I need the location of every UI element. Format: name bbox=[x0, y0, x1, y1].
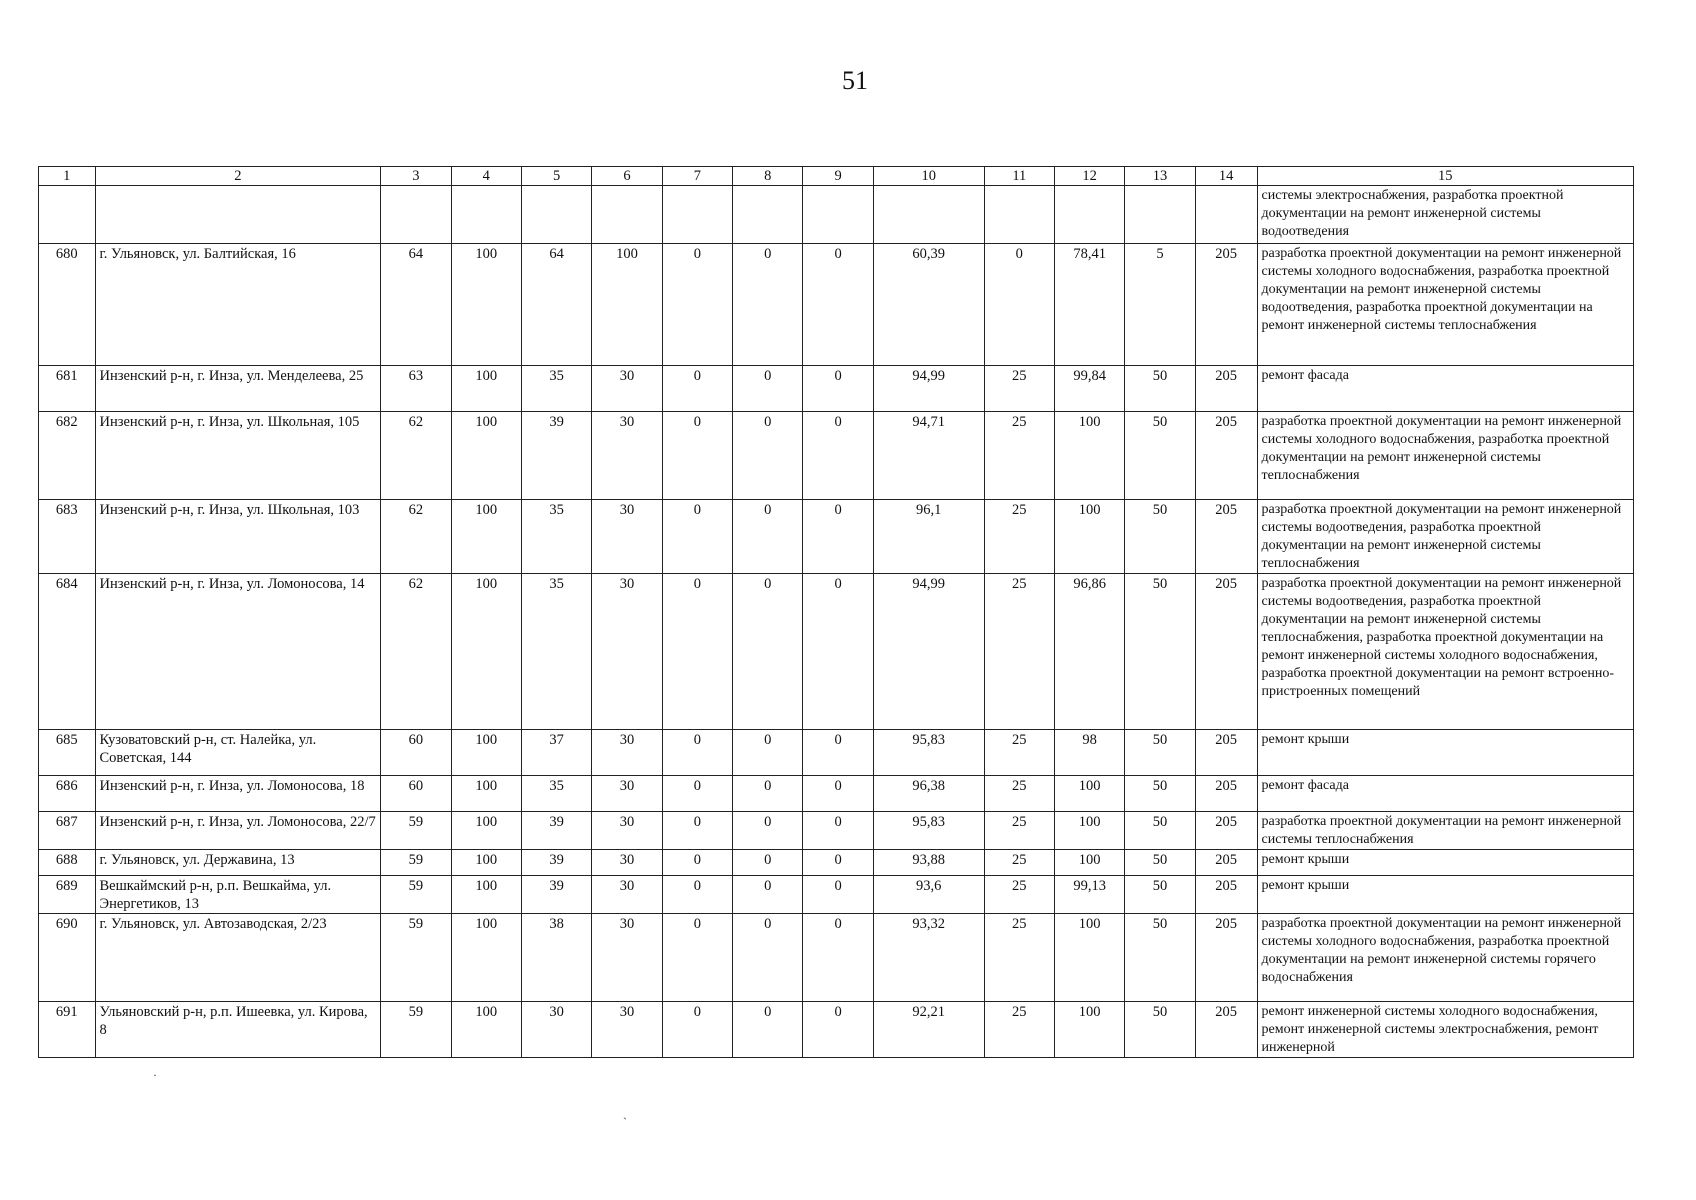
col-3-cell: 60 bbox=[381, 730, 451, 776]
col-8-cell: 0 bbox=[733, 574, 803, 730]
col-5-cell: 39 bbox=[521, 412, 591, 500]
col-12-cell: 100 bbox=[1054, 812, 1124, 850]
row-number-cell: 683 bbox=[39, 500, 96, 574]
col-6-cell: 30 bbox=[592, 500, 662, 574]
table-row bbox=[39, 1002, 1634, 1058]
col-9-cell: 0 bbox=[803, 244, 873, 366]
col-7-cell: 0 bbox=[662, 244, 732, 366]
col-4-cell: 100 bbox=[451, 500, 521, 574]
row-number-cell: 682 bbox=[39, 412, 96, 500]
col-8-cell: 0 bbox=[733, 412, 803, 500]
col-12-cell bbox=[1054, 186, 1124, 244]
col-11-cell bbox=[984, 186, 1054, 244]
col-13-cell: 50 bbox=[1125, 1002, 1195, 1058]
col-6-cell: 30 bbox=[592, 776, 662, 812]
table-body bbox=[39, 186, 1634, 1058]
col-6-cell: 30 bbox=[592, 366, 662, 412]
col-4-cell: 100 bbox=[451, 1002, 521, 1058]
table-row bbox=[39, 876, 1634, 914]
col-6-cell bbox=[592, 186, 662, 244]
work-description-cell: разработка проектной документации на ремонт инженерной системы теплоснабжения bbox=[1257, 812, 1633, 850]
col-13-cell: 50 bbox=[1125, 366, 1195, 412]
address-cell: Инзенский р-н, г. Инза, ул. Школьная, 105 bbox=[95, 412, 381, 500]
col-7-cell: 0 bbox=[662, 812, 732, 850]
col-6-cell: 30 bbox=[592, 1002, 662, 1058]
col-5-cell: 39 bbox=[521, 876, 591, 914]
col-3-cell: 62 bbox=[381, 412, 451, 500]
address-cell: г. Ульяновск, ул. Автозаводская, 2/23 bbox=[95, 914, 381, 1002]
column-number-3: 3 bbox=[381, 167, 451, 186]
work-description-cell: ремонт инженерной системы холодного водоснабжения, ремонт инженерной системы электроснабжения, ремонт инженерной bbox=[1257, 1002, 1633, 1058]
col-9-cell: 0 bbox=[803, 1002, 873, 1058]
col-5-cell: 35 bbox=[521, 366, 591, 412]
col-13-cell: 5 bbox=[1125, 244, 1195, 366]
col-8-cell: 0 bbox=[733, 244, 803, 366]
col-5-cell bbox=[521, 186, 591, 244]
row-number-cell: 681 bbox=[39, 366, 96, 412]
col-4-cell bbox=[451, 186, 521, 244]
col-14-cell: 205 bbox=[1195, 574, 1257, 730]
table-row bbox=[39, 914, 1634, 1002]
col-9-cell bbox=[803, 186, 873, 244]
col-3-cell: 59 bbox=[381, 1002, 451, 1058]
row-number-cell: 685 bbox=[39, 730, 96, 776]
col-7-cell: 0 bbox=[662, 776, 732, 812]
col-7-cell: 0 bbox=[662, 412, 732, 500]
col-12-cell: 78,41 bbox=[1054, 244, 1124, 366]
col-5-cell: 39 bbox=[521, 850, 591, 876]
col-7-cell: 0 bbox=[662, 574, 732, 730]
column-number-row bbox=[39, 167, 1634, 186]
col-12-cell: 100 bbox=[1054, 914, 1124, 1002]
col-4-cell: 100 bbox=[451, 366, 521, 412]
col-8-cell: 0 bbox=[733, 1002, 803, 1058]
col-4-cell: 100 bbox=[451, 574, 521, 730]
col-9-cell: 0 bbox=[803, 366, 873, 412]
col-3-cell: 62 bbox=[381, 500, 451, 574]
col-6-cell: 100 bbox=[592, 244, 662, 366]
col-9-cell: 0 bbox=[803, 876, 873, 914]
table-row bbox=[39, 244, 1634, 366]
address-cell: г. Ульяновск, ул. Балтийская, 16 bbox=[95, 244, 381, 366]
col-7-cell: 0 bbox=[662, 1002, 732, 1058]
col-3-cell: 62 bbox=[381, 574, 451, 730]
col-12-cell: 98 bbox=[1054, 730, 1124, 776]
column-number-12: 12 bbox=[1054, 167, 1124, 186]
address-cell: Инзенский р-н, г. Инза, ул. Ломоносова, 22/7 bbox=[95, 812, 381, 850]
address-cell: Инзенский р-н, г. Инза, ул. Школьная, 103 bbox=[95, 500, 381, 574]
col-14-cell: 205 bbox=[1195, 812, 1257, 850]
repair-register-table bbox=[38, 166, 1634, 1058]
column-number-2: 2 bbox=[95, 167, 381, 186]
column-number-7: 7 bbox=[662, 167, 732, 186]
col-10-cell: 96,1 bbox=[873, 500, 984, 574]
table-row bbox=[39, 574, 1634, 730]
col-3-cell: 64 bbox=[381, 244, 451, 366]
column-number-5: 5 bbox=[521, 167, 591, 186]
row-number-cell: 684 bbox=[39, 574, 96, 730]
col-6-cell: 30 bbox=[592, 876, 662, 914]
col-11-cell: 25 bbox=[984, 850, 1054, 876]
col-10-cell: 94,99 bbox=[873, 574, 984, 730]
work-description-cell: ремонт крыши bbox=[1257, 730, 1633, 776]
col-14-cell: 205 bbox=[1195, 914, 1257, 1002]
col-13-cell: 50 bbox=[1125, 776, 1195, 812]
col-3-cell: 59 bbox=[381, 812, 451, 850]
col-6-cell: 30 bbox=[592, 914, 662, 1002]
col-10-cell: 95,83 bbox=[873, 730, 984, 776]
col-9-cell: 0 bbox=[803, 412, 873, 500]
col-4-cell: 100 bbox=[451, 776, 521, 812]
col-14-cell: 205 bbox=[1195, 500, 1257, 574]
col-10-cell: 93,88 bbox=[873, 850, 984, 876]
table-row bbox=[39, 412, 1634, 500]
address-cell: Инзенский р-н, г. Инза, ул. Менделеева, 25 bbox=[95, 366, 381, 412]
col-12-cell: 100 bbox=[1054, 500, 1124, 574]
work-description-cell: ремонт фасада bbox=[1257, 366, 1633, 412]
row-number-cell bbox=[39, 186, 96, 244]
col-3-cell: 59 bbox=[381, 876, 451, 914]
col-5-cell: 64 bbox=[521, 244, 591, 366]
col-13-cell bbox=[1125, 186, 1195, 244]
col-5-cell: 39 bbox=[521, 812, 591, 850]
column-number-8: 8 bbox=[733, 167, 803, 186]
col-11-cell: 25 bbox=[984, 366, 1054, 412]
col-7-cell: 0 bbox=[662, 850, 732, 876]
column-number-14: 14 bbox=[1195, 167, 1257, 186]
row-number-cell: 688 bbox=[39, 850, 96, 876]
col-13-cell: 50 bbox=[1125, 500, 1195, 574]
col-13-cell: 50 bbox=[1125, 730, 1195, 776]
col-7-cell: 0 bbox=[662, 500, 732, 574]
col-8-cell: 0 bbox=[733, 730, 803, 776]
col-4-cell: 100 bbox=[451, 244, 521, 366]
col-4-cell: 100 bbox=[451, 876, 521, 914]
col-7-cell: 0 bbox=[662, 914, 732, 1002]
col-12-cell: 99,84 bbox=[1054, 366, 1124, 412]
col-14-cell: 205 bbox=[1195, 850, 1257, 876]
col-4-cell: 100 bbox=[451, 812, 521, 850]
page-number: 51 bbox=[842, 66, 868, 95]
col-10-cell: 96,38 bbox=[873, 776, 984, 812]
row-number-cell: 691 bbox=[39, 1002, 96, 1058]
col-5-cell: 35 bbox=[521, 574, 591, 730]
table-row bbox=[39, 776, 1634, 812]
col-9-cell: 0 bbox=[803, 812, 873, 850]
row-number-cell: 690 bbox=[39, 914, 96, 1002]
col-10-cell: 93,32 bbox=[873, 914, 984, 1002]
col-12-cell: 100 bbox=[1054, 412, 1124, 500]
column-number-10: 10 bbox=[873, 167, 984, 186]
col-10-cell: 94,99 bbox=[873, 366, 984, 412]
column-number-15: 15 bbox=[1257, 167, 1633, 186]
col-4-cell: 100 bbox=[451, 850, 521, 876]
col-9-cell: 0 bbox=[803, 500, 873, 574]
work-description-cell: ремонт крыши bbox=[1257, 850, 1633, 876]
col-13-cell: 50 bbox=[1125, 850, 1195, 876]
col-13-cell: 50 bbox=[1125, 412, 1195, 500]
col-3-cell: 59 bbox=[381, 850, 451, 876]
col-8-cell: 0 bbox=[733, 876, 803, 914]
row-number-cell: 687 bbox=[39, 812, 96, 850]
column-number-13: 13 bbox=[1125, 167, 1195, 186]
col-11-cell: 25 bbox=[984, 812, 1054, 850]
col-12-cell: 100 bbox=[1054, 850, 1124, 876]
col-14-cell bbox=[1195, 186, 1257, 244]
col-14-cell: 205 bbox=[1195, 776, 1257, 812]
col-13-cell: 50 bbox=[1125, 812, 1195, 850]
work-description-cell: ремонт фасада bbox=[1257, 776, 1633, 812]
col-6-cell: 30 bbox=[592, 412, 662, 500]
column-number-4: 4 bbox=[451, 167, 521, 186]
col-8-cell: 0 bbox=[733, 366, 803, 412]
address-cell: г. Ульяновск, ул. Державина, 13 bbox=[95, 850, 381, 876]
address-cell: Вешкаймский р-н, р.п. Вешкайма, ул. Энергетиков, 13 bbox=[95, 876, 381, 914]
col-11-cell: 25 bbox=[984, 1002, 1054, 1058]
col-11-cell: 25 bbox=[984, 876, 1054, 914]
col-7-cell: 0 bbox=[662, 730, 732, 776]
col-8-cell: 0 bbox=[733, 812, 803, 850]
col-7-cell: 0 bbox=[662, 366, 732, 412]
table-row bbox=[39, 366, 1634, 412]
col-8-cell: 0 bbox=[733, 500, 803, 574]
address-cell: Инзенский р-н, г. Инза, ул. Ломоносова, 14 bbox=[95, 574, 381, 730]
col-7-cell bbox=[662, 186, 732, 244]
col-5-cell: 35 bbox=[521, 776, 591, 812]
col-14-cell: 205 bbox=[1195, 1002, 1257, 1058]
col-10-cell: 94,71 bbox=[873, 412, 984, 500]
address-cell: Инзенский р-н, г. Инза, ул. Ломоносова, 18 bbox=[95, 776, 381, 812]
col-14-cell: 205 bbox=[1195, 366, 1257, 412]
col-3-cell bbox=[381, 186, 451, 244]
column-number-9: 9 bbox=[803, 167, 873, 186]
col-3-cell: 60 bbox=[381, 776, 451, 812]
work-description-cell: системы электроснабжения, разработка проектной документации на ремонт инженерной системы водоотведения bbox=[1257, 186, 1633, 244]
col-12-cell: 100 bbox=[1054, 1002, 1124, 1058]
col-6-cell: 30 bbox=[592, 812, 662, 850]
col-13-cell: 50 bbox=[1125, 876, 1195, 914]
table-row bbox=[39, 850, 1634, 876]
row-number-cell: 686 bbox=[39, 776, 96, 812]
col-13-cell: 50 bbox=[1125, 914, 1195, 1002]
col-9-cell: 0 bbox=[803, 730, 873, 776]
col-10-cell bbox=[873, 186, 984, 244]
work-description-cell: разработка проектной документации на ремонт инженерной системы холодного водоснабжения, разработка проектной документации на ремонт инженерной системы горячего водоснабжения bbox=[1257, 914, 1633, 1002]
col-12-cell: 96,86 bbox=[1054, 574, 1124, 730]
col-14-cell: 205 bbox=[1195, 876, 1257, 914]
col-9-cell: 0 bbox=[803, 574, 873, 730]
col-14-cell: 205 bbox=[1195, 244, 1257, 366]
column-number-11: 11 bbox=[984, 167, 1054, 186]
work-description-cell: разработка проектной документации на ремонт инженерной системы холодного водоснабжения, разработка проектной документации на ремонт инженерной системы теплоснабжения bbox=[1257, 412, 1633, 500]
col-10-cell: 93,6 bbox=[873, 876, 984, 914]
col-6-cell: 30 bbox=[592, 730, 662, 776]
col-11-cell: 25 bbox=[984, 412, 1054, 500]
scan-mark: ˏ bbox=[623, 1106, 627, 1120]
col-12-cell: 100 bbox=[1054, 776, 1124, 812]
col-11-cell: 25 bbox=[984, 914, 1054, 1002]
col-14-cell: 205 bbox=[1195, 412, 1257, 500]
col-8-cell bbox=[733, 186, 803, 244]
work-description-cell: разработка проектной документации на ремонт инженерной системы водоотведения, разработка проектной документации на ремонт инженерной системы теплоснабжения, разработка проектной документации на ремонт инженерной системы холодного водоснабжения, разработка проектной документации на ремонт встроенно-пристроенных помещений bbox=[1257, 574, 1633, 730]
continuation-row bbox=[39, 186, 1634, 244]
col-8-cell: 0 bbox=[733, 776, 803, 812]
row-number-cell: 680 bbox=[39, 244, 96, 366]
table-row bbox=[39, 500, 1634, 574]
work-description-cell: разработка проектной документации на ремонт инженерной системы холодного водоснабжения, разработка проектной документации на ремонт инженерной системы водоотведения, разработка проектной документации на ремонт инженерной системы теплоснабжения bbox=[1257, 244, 1633, 366]
col-6-cell: 30 bbox=[592, 574, 662, 730]
row-number-cell: 689 bbox=[39, 876, 96, 914]
col-11-cell: 25 bbox=[984, 574, 1054, 730]
col-4-cell: 100 bbox=[451, 412, 521, 500]
col-4-cell: 100 bbox=[451, 914, 521, 1002]
address-cell: Кузоватовский р-н, ст. Налейка, ул. Советская, 144 bbox=[95, 730, 381, 776]
col-8-cell: 0 bbox=[733, 914, 803, 1002]
col-5-cell: 30 bbox=[521, 1002, 591, 1058]
address-cell bbox=[95, 186, 381, 244]
work-description-cell: разработка проектной документации на ремонт инженерной системы водоотведения, разработка проектной документации на ремонт инженерной системы теплоснабжения bbox=[1257, 500, 1633, 574]
scan-mark: · bbox=[153, 1068, 157, 1082]
col-4-cell: 100 bbox=[451, 730, 521, 776]
col-5-cell: 35 bbox=[521, 500, 591, 574]
col-7-cell: 0 bbox=[662, 876, 732, 914]
table-row bbox=[39, 812, 1634, 850]
column-number-6: 6 bbox=[592, 167, 662, 186]
column-number-1: 1 bbox=[39, 167, 96, 186]
col-10-cell: 60,39 bbox=[873, 244, 984, 366]
col-13-cell: 50 bbox=[1125, 574, 1195, 730]
col-5-cell: 38 bbox=[521, 914, 591, 1002]
col-11-cell: 25 bbox=[984, 776, 1054, 812]
table-row bbox=[39, 730, 1634, 776]
col-9-cell: 0 bbox=[803, 776, 873, 812]
col-12-cell: 99,13 bbox=[1054, 876, 1124, 914]
col-11-cell: 0 bbox=[984, 244, 1054, 366]
col-9-cell: 0 bbox=[803, 914, 873, 1002]
col-3-cell: 59 bbox=[381, 914, 451, 1002]
col-5-cell: 37 bbox=[521, 730, 591, 776]
col-10-cell: 95,83 bbox=[873, 812, 984, 850]
col-9-cell: 0 bbox=[803, 850, 873, 876]
col-11-cell: 25 bbox=[984, 730, 1054, 776]
col-8-cell: 0 bbox=[733, 850, 803, 876]
col-14-cell: 205 bbox=[1195, 730, 1257, 776]
col-11-cell: 25 bbox=[984, 500, 1054, 574]
work-description-cell: ремонт крыши bbox=[1257, 876, 1633, 914]
col-3-cell: 63 bbox=[381, 366, 451, 412]
col-6-cell: 30 bbox=[592, 850, 662, 876]
col-10-cell: 92,21 bbox=[873, 1002, 984, 1058]
address-cell: Ульяновский р-н, р.п. Ишеевка, ул. Кирова, 8 bbox=[95, 1002, 381, 1058]
